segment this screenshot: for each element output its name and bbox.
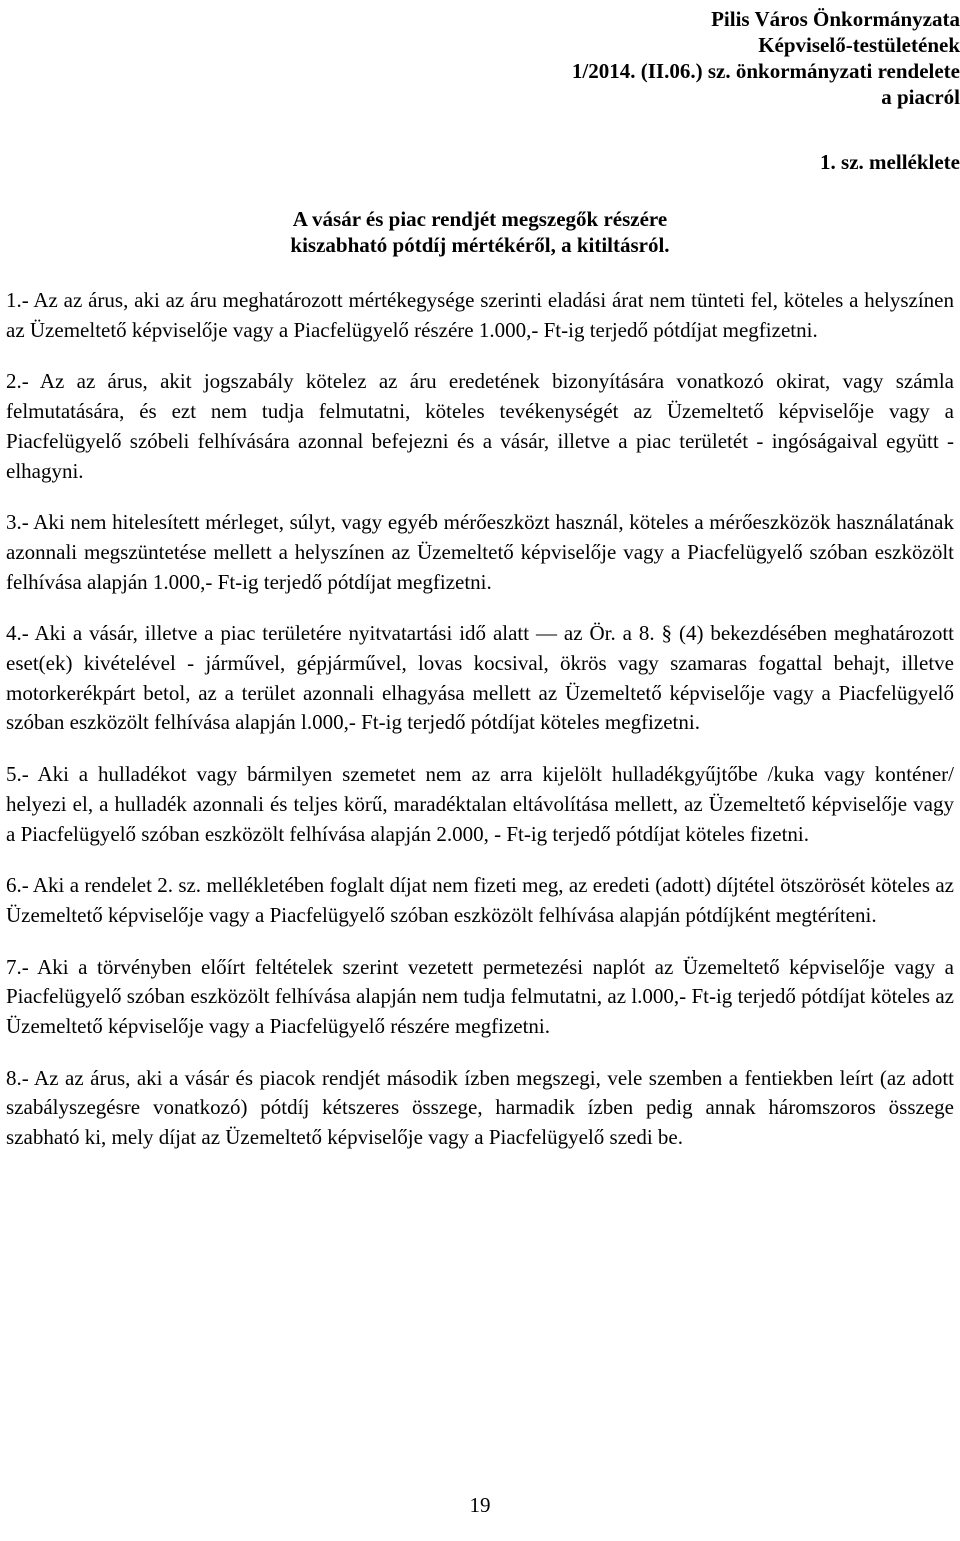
header-council: Képviselő-testületének (758, 33, 960, 57)
paragraph-3: 3.- Aki nem hitelesített mérleget, súlyt, vagy egyéb mérőeszközt használ, köteles a mérőeszközök használatának azonnali megszüntetése mellett a helyszínen az Üzemeltető képviselője vagy a Piacfelügyelő szóban eszközölt felhívása alapján 1.000,- Ft-ig terjedő pótdíjat megfizetni. (6, 510, 954, 594)
paragraph-1: 1.- Az az árus, aki az áru meghatározott mértékegysége szerinti eladási árat nem tünteti fel, köteles a helyszínen az Üzemeltető képviselője vagy a Piacfelügyelő részére 1.000,- Ft-ig terjedő pótdíjat megfizetni. (6, 288, 954, 342)
paragraph-5: 5.- Aki a hulladékot vagy bármilyen szemetet nem az arra kijelölt hulladékgyűjtőbe /kuka vagy konténer/ helyezi el, a hulladék azonnali és teljes körű, maradéktalan eltávolítása mellett, az Üzemeltető képviselője vagy a Piacfelügyelő szóban eszközölt felhívása alapján 2.000, - Ft-ig terjedő pótdíjat köteles fizetni. (6, 762, 954, 846)
document-body (6, 286, 954, 1175)
document-header (360, 6, 960, 110)
subtitle-line-2: kiszabható pótdíj mértékéről, a kitiltásról. (290, 233, 670, 257)
paragraph-2: 2.- Az az árus, akit jogszabály kötelez az áru eredetének bizonyítására vonatkozó okirat, vagy számla felmutatására, és ezt nem tudja felmutatni, köteles tevékenységét az Üzemeltető képviselője vagy a Piacfelügyelő szóbeli felhívására azonnal befejezni és a vásár, illetve a piac területét - ingóságaival együtt - elhagyni. (6, 369, 954, 483)
paragraph-4: 4.- Aki a vásár, illetve a piac területére nyitvatartási idő alatt — az Ör. a 8. § (4) bekezdésében meghatározott eset(ek) kivételével - járművel, gépjárművel, lovas kocsival, ökrös vagy szamaras fogattal behajt, illetve motorkerékpárt betol, az a terület azonnali elhagyása mellett az Üzemeltető képviselője vagy a Piacfelügyelő szóban eszközölt felhívása alapján l.000,- Ft-ig terjedő pótdíjat köteles megfizetni. (6, 621, 954, 735)
paragraph-8: 8.- Az az árus, aki a vásár és piacok rendjét második ízben megszegi, vele szemben a fentiekben leírt (az adott szabályszegésre vonatkozó) pótdíj kétszeres összege, harmadik ízben pedig annak háromszoros összege szabható ki, mely díjat az Üzemeltető képviselője vagy a Piacfelügyelő szedi be. (6, 1065, 954, 1150)
header-municipality: Pilis Város Önkormányzata (711, 7, 960, 31)
annex-label: 1. sz. melléklete (820, 150, 960, 174)
document-subtitle (220, 206, 740, 258)
header-decree-subject: a piacról (881, 85, 960, 109)
paragraph-7: 7.- Aki a törvényben előírt feltételek szerint vezetett permetezési naplót az Üzemeltető képviselője vagy a Piacfelügyelő szóban eszközölt felhívása alapján nem tudja felmutatni, az l.000,- Ft-ig terjedő pótdíjat köteles az Üzemeltető képviselője vagy a Piacfelügyelő részére megfizetni. (6, 954, 954, 1039)
page-number: 19 (469, 1493, 491, 1517)
header-decree-number: 1/2014. (II.06.) sz. önkormányzati rendelete (571, 59, 960, 83)
paragraph-6: 6.- Aki a rendelet 2. sz. mellékletében foglalt díjat nem fizeti meg, az eredeti (adott) díjtétel ötszörösét köteles az Üzemeltető képviselője vagy a Piacfelügyelő szóban eszközölt felhívása alapján pótdíjként megtéríteni. (6, 873, 954, 927)
subtitle-line-1: A vásár és piac rendjét megszegők részére (292, 207, 668, 231)
